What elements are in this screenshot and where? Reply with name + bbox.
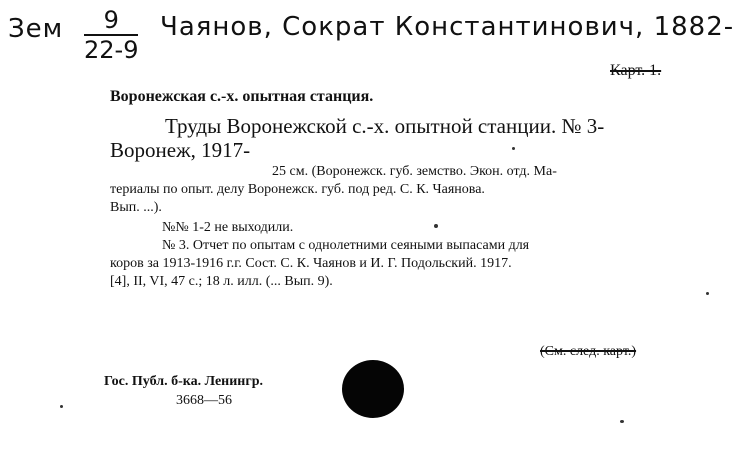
note-volume-3-line-3: [4], II, VI, 47 с.; 18 л. илл. (... Вып. 9). <box>110 274 333 289</box>
noise-speck <box>512 147 515 150</box>
note-volume-3-line-1: № 3. Отчет по опытам с однолетними сеяными выпасами для <box>162 238 530 253</box>
handwritten-fraction <box>84 6 138 64</box>
title-line-1: Труды Воронежской с.-х. опытной станции. № 3- <box>165 114 605 138</box>
description-line-3: Вып. ...). <box>110 200 162 215</box>
description-line-2: териалы по опыт. делу Воронежск. губ. под ред. С. К. Чаянова. <box>110 182 485 197</box>
note-not-published: №№ 1-2 не выходили. <box>162 220 294 235</box>
card-number-label: Карт. 1. <box>610 62 662 79</box>
library-call-number: 3668—56 <box>176 393 232 408</box>
library-stamp: Гос. Публ. б-ка. Ленингр. <box>104 374 264 389</box>
noise-speck <box>60 405 63 408</box>
handwritten-prefix: Зем <box>8 14 64 44</box>
organization-heading: Воронежская с.-х. опытная станция. <box>110 88 374 105</box>
fraction-numerator: 9 <box>84 6 138 36</box>
noise-speck <box>620 420 624 423</box>
noise-speck <box>434 224 438 228</box>
noise-speck <box>706 292 709 295</box>
ink-blot <box>342 360 404 418</box>
title-line-2: Воронеж, 1917- <box>110 138 251 162</box>
description-line-1: 25 см. (Воронежск. губ. земство. Экон. отд. Ма- <box>272 164 557 179</box>
note-volume-3-line-2: коров за 1913-1916 г.г. Сост. С. К. Чаянов и И. Г. Подольский. 1917. <box>110 256 512 271</box>
handwritten-author-line: Чаянов, Сократ Константинович, 1882- <box>160 12 735 42</box>
see-next-card-note: (См. след. карт.) <box>540 344 637 359</box>
fraction-denominator: 22-9 <box>84 36 139 64</box>
